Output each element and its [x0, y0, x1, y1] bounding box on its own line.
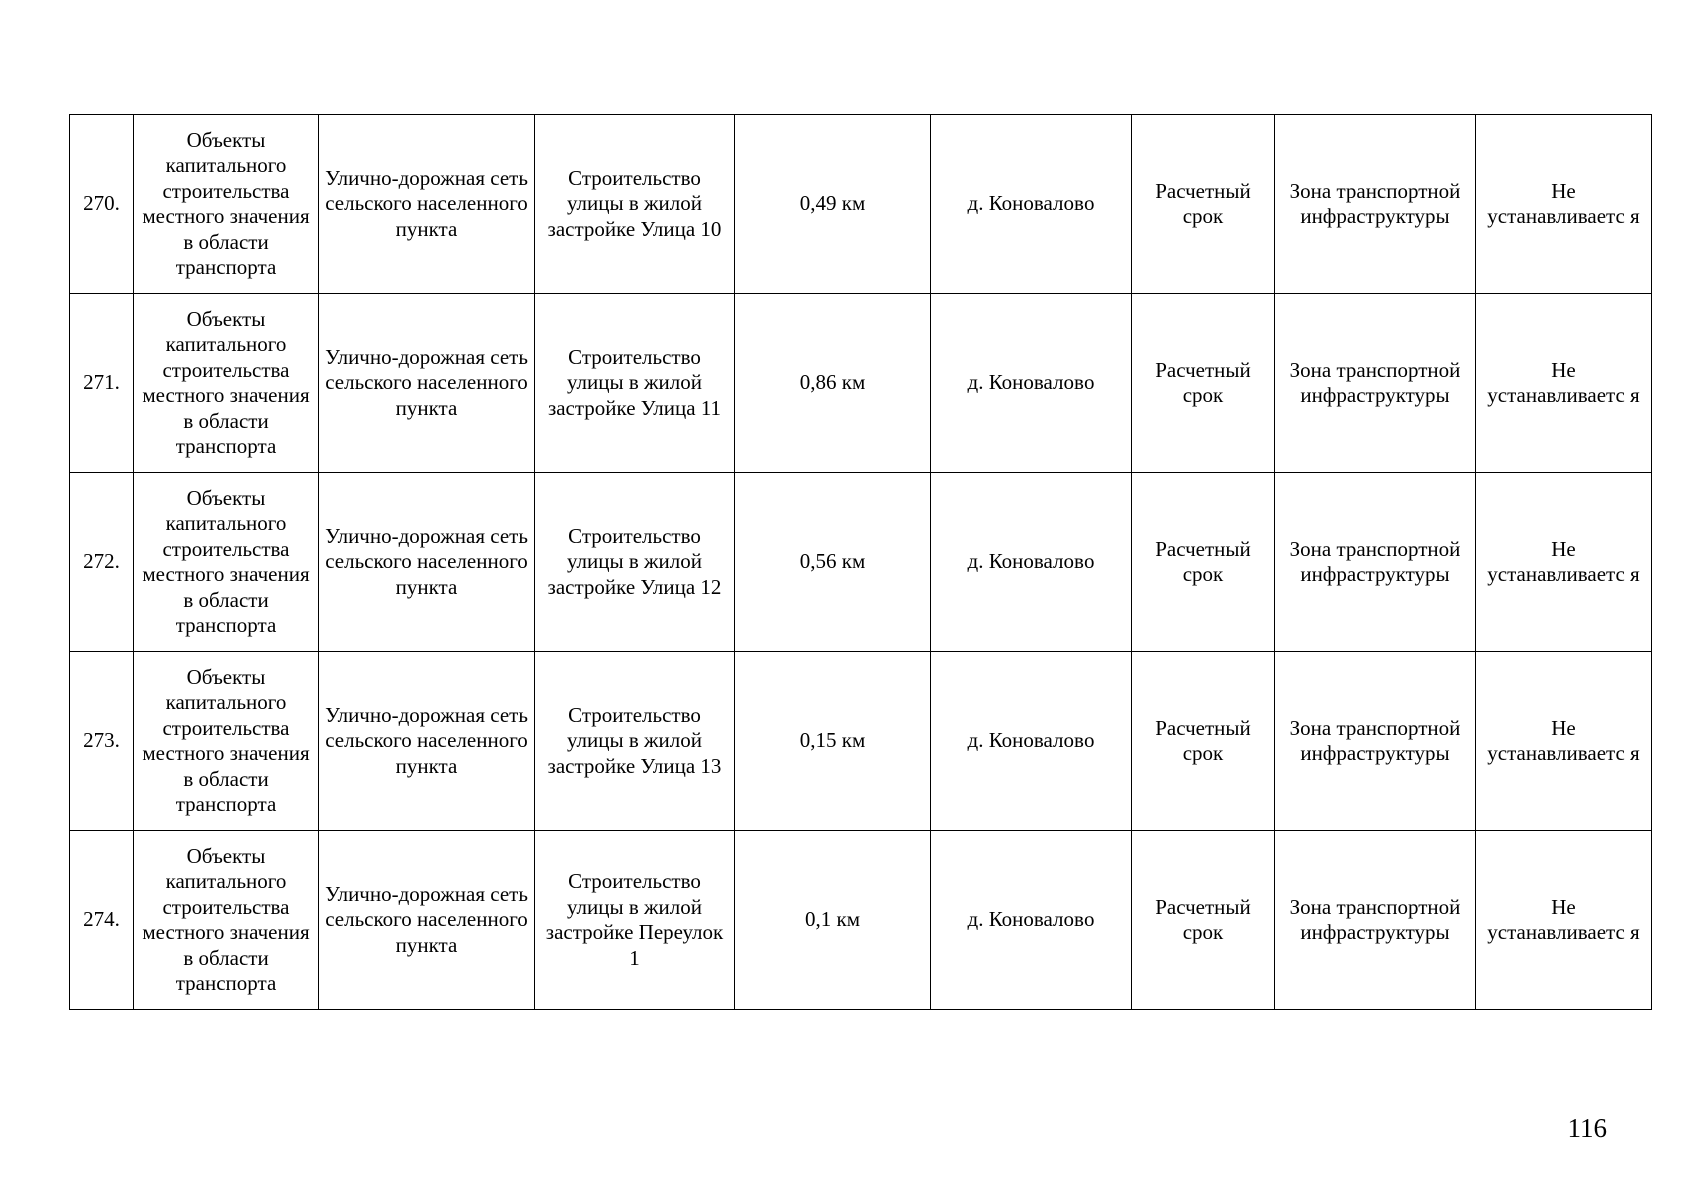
object-category: Объекты капитального строительства местного значения в области транспорта: [134, 115, 319, 294]
object-category: Объекты капитального строительства местного значения в области транспорта: [134, 831, 319, 1010]
object-term: Расчетный срок: [1132, 294, 1275, 473]
table-row: [70, 115, 1652, 294]
object-name: Строительство улицы в жилой застройке Улица 11: [535, 294, 735, 473]
object-name: Строительство улицы в жилой застройке Переулок 1: [535, 831, 735, 1010]
object-type: Улично-дорожная сеть сельского населенного пункта: [319, 294, 535, 473]
object-term: Расчетный срок: [1132, 831, 1275, 1010]
object-location: д. Коноваловo: [931, 115, 1132, 294]
object-zone: Зона транспортной инфраструктуры: [1275, 473, 1476, 652]
object-length: 0,56 км: [735, 473, 931, 652]
object-name: Строительство улицы в жилой застройке Улица 13: [535, 652, 735, 831]
table-row: [70, 473, 1652, 652]
table-row: [70, 652, 1652, 831]
table-row: [70, 294, 1652, 473]
object-term: Расчетный срок: [1132, 115, 1275, 294]
object-name: Строительство улицы в жилой застройке Улица 10: [535, 115, 735, 294]
object-length: 0,15 км: [735, 652, 931, 831]
object-length: 0,49 км: [735, 115, 931, 294]
page-number: 116: [1567, 1113, 1607, 1143]
object-location: д. Коноваловo: [931, 473, 1132, 652]
table-row: [70, 831, 1652, 1010]
object-category: Объекты капитального строительства местного значения в области транспорта: [134, 473, 319, 652]
row-number: 270.: [70, 115, 134, 294]
object-category: Объекты капитального строительства местного значения в области транспорта: [134, 652, 319, 831]
object-restriction: Не устанавливаетс я: [1476, 115, 1652, 294]
row-number: 273.: [70, 652, 134, 831]
object-length: 0,86 км: [735, 294, 931, 473]
object-zone: Зона транспортной инфраструктуры: [1275, 652, 1476, 831]
object-category: Объекты капитального строительства местного значения в области транспорта: [134, 294, 319, 473]
object-length: 0,1 км: [735, 831, 931, 1010]
object-type: Улично-дорожная сеть сельского населенного пункта: [319, 652, 535, 831]
object-restriction: Не устанавливаетс я: [1476, 294, 1652, 473]
object-type: Улично-дорожная сеть сельского населенного пункта: [319, 115, 535, 294]
object-term: Расчетный срок: [1132, 473, 1275, 652]
object-term: Расчетный срок: [1132, 652, 1275, 831]
object-type: Улично-дорожная сеть сельского населенного пункта: [319, 831, 535, 1010]
object-location: д. Коноваловo: [931, 294, 1132, 473]
row-number: 272.: [70, 473, 134, 652]
object-zone: Зона транспортной инфраструктуры: [1275, 115, 1476, 294]
row-number: 274.: [70, 831, 134, 1010]
object-location: д. Коноваловo: [931, 652, 1132, 831]
object-zone: Зона транспортной инфраструктуры: [1275, 831, 1476, 1010]
object-restriction: Не устанавливаетс я: [1476, 473, 1652, 652]
object-restriction: Не устанавливаетс я: [1476, 831, 1652, 1010]
objects-table: [69, 114, 1652, 1010]
object-restriction: Не устанавливаетс я: [1476, 652, 1652, 831]
object-zone: Зона транспортной инфраструктуры: [1275, 294, 1476, 473]
object-name: Строительство улицы в жилой застройке Улица 12: [535, 473, 735, 652]
object-location: д. Коноваловo: [931, 831, 1132, 1010]
object-type: Улично-дорожная сеть сельского населенного пункта: [319, 473, 535, 652]
row-number: 271.: [70, 294, 134, 473]
